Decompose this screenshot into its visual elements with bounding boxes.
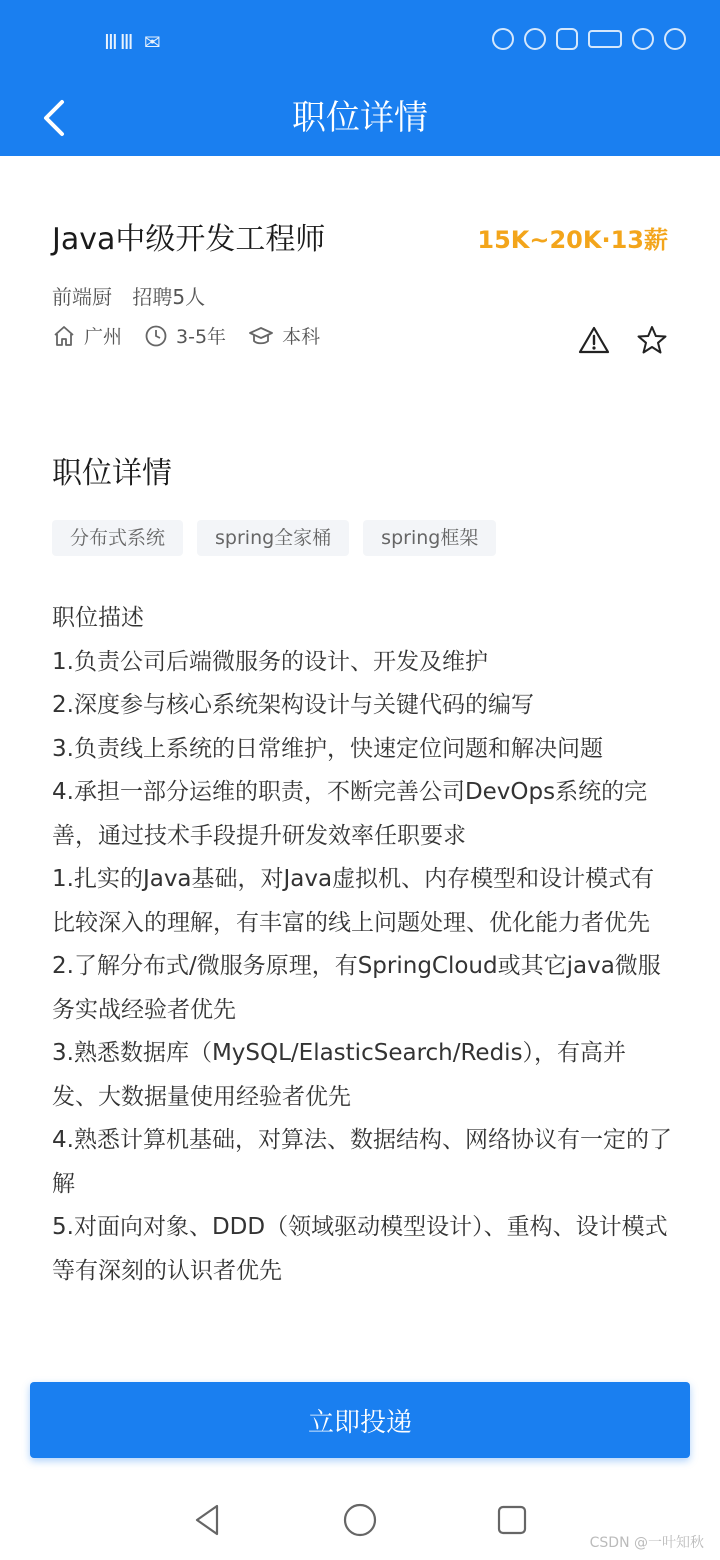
description-line: 1.负责公司后端微服务的设计、开发及维护 bbox=[52, 648, 488, 675]
wifi-icon bbox=[632, 28, 654, 50]
signal-indicator: ⅢⅢ ✉ bbox=[104, 30, 163, 54]
system-back-button[interactable] bbox=[188, 1500, 228, 1540]
education-text: 本科 bbox=[282, 326, 321, 348]
system-home-button[interactable] bbox=[340, 1500, 380, 1540]
job-meta bbox=[52, 322, 320, 349]
recruit-count: 招聘5人 bbox=[132, 285, 206, 309]
nav-bar bbox=[0, 80, 720, 156]
description-line: 4.承担一部分运维的职责，不断完善公司DevOps系统的完善，通过技术手段提升研发效率任职要求 bbox=[52, 779, 648, 849]
clock-icon bbox=[524, 28, 546, 50]
home-icon bbox=[52, 324, 76, 348]
job-title: Java中级开发工程师 bbox=[52, 222, 326, 257]
square-recents-icon bbox=[496, 1504, 528, 1536]
description-line: 1.扎实的Java基础，对Java虚拟机、内存模型和设计模式有比较深入的理解，有丰富的线上问题处理、优化能力者优先 bbox=[52, 866, 655, 936]
description-line: 3.负责线上系统的日常维护，快速定位问题和解决问题 bbox=[52, 735, 603, 762]
alarm-icon bbox=[492, 28, 514, 50]
skill-tag: 分布式系统 bbox=[52, 520, 183, 556]
signal-icon bbox=[664, 28, 686, 50]
clock-icon bbox=[144, 324, 168, 348]
system-recents-button[interactable] bbox=[492, 1500, 532, 1540]
status-bar bbox=[0, 0, 720, 80]
apply-button[interactable]: 立即投递 bbox=[30, 1382, 690, 1458]
experience-text: 3-5年 bbox=[176, 326, 227, 348]
description-line: 职位描述 bbox=[52, 605, 144, 631]
description-line: 4.熟悉计算机基础，对算法、数据结构、网络协议有一定的了解 bbox=[52, 1127, 672, 1197]
back-button[interactable] bbox=[26, 90, 82, 146]
triangle-back-icon bbox=[193, 1503, 223, 1537]
company-name: 前端厨 bbox=[52, 285, 112, 309]
page-title: 职位详情 bbox=[292, 98, 428, 138]
watermark: CSDN @一叶知秋 bbox=[589, 1535, 704, 1551]
location-meta bbox=[52, 322, 122, 349]
favorite-button[interactable] bbox=[634, 322, 670, 358]
description-line: 2.深度参与核心系统架构设计与关键代码的编写 bbox=[52, 692, 534, 718]
skill-tag: spring框架 bbox=[363, 520, 496, 556]
description-line: 3.熟悉数据库（MySQL/ElasticSearch/Redis），有高并发、大数据量使用经验者优先 bbox=[52, 1040, 627, 1110]
experience-meta bbox=[144, 322, 226, 349]
battery-icon bbox=[588, 30, 622, 48]
salary: 15K~20K·13薪 bbox=[477, 226, 668, 254]
location-text: 广州 bbox=[84, 326, 123, 348]
graduation-cap-icon bbox=[248, 324, 274, 348]
company-line bbox=[52, 282, 219, 312]
skill-tag: spring全家桶 bbox=[197, 520, 349, 556]
circle-home-icon bbox=[342, 1502, 378, 1538]
status-icons bbox=[492, 28, 686, 50]
star-icon bbox=[637, 325, 667, 355]
report-button[interactable] bbox=[576, 322, 612, 358]
chevron-left-icon bbox=[40, 98, 68, 138]
description-line: 2.了解分布式/微服务原理，有SpringCloud或其它java微服务实战经验者优先 bbox=[52, 953, 661, 1023]
section-title: 职位详情 bbox=[52, 456, 172, 491]
description-line: 5.对面向对象、DDD（领域驱动模型设计）、重构、设计模式等有深刻的认识者优先 bbox=[52, 1214, 668, 1284]
job-actions bbox=[576, 322, 670, 358]
vibrate-icon bbox=[556, 28, 578, 50]
warning-icon bbox=[578, 325, 610, 355]
skill-tags bbox=[52, 520, 496, 556]
job-description bbox=[52, 597, 672, 1357]
education-meta bbox=[248, 322, 320, 349]
